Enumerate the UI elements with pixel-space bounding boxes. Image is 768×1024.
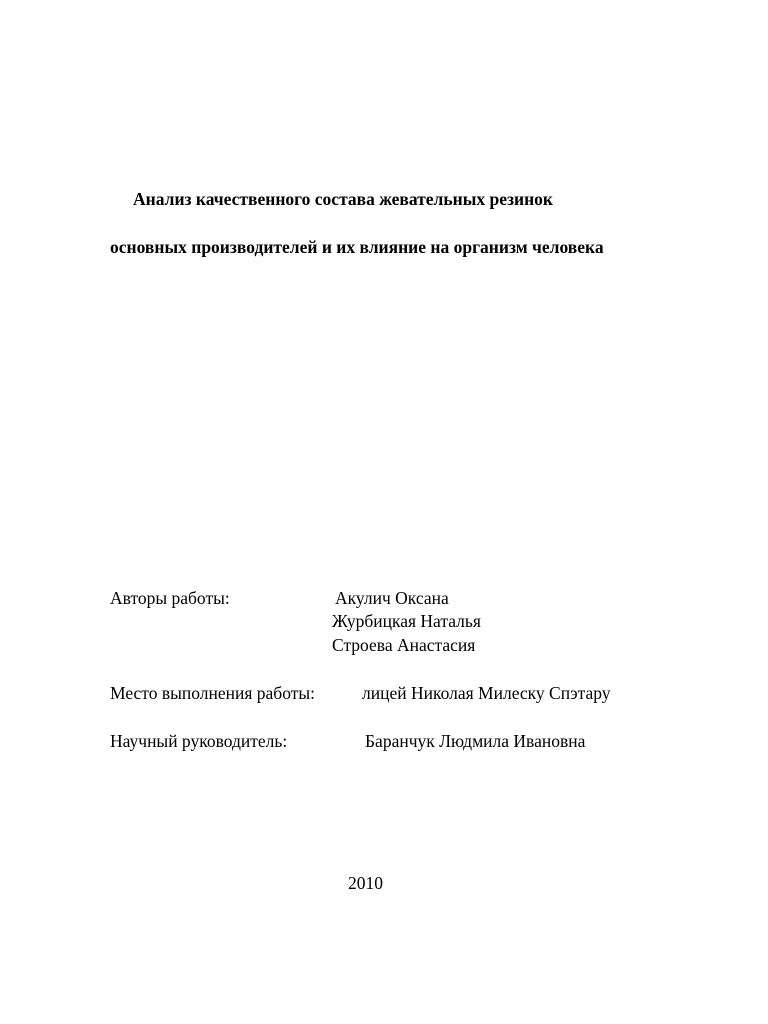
authors-label: Авторы работы: (110, 588, 230, 608)
supervisor-label: Научный руководитель: (110, 731, 288, 751)
title-line-2: основных производителей и их влияние на организм человека (110, 237, 604, 257)
place-value: лицей Николая Милеску Спэтару (362, 683, 611, 703)
year: 2010 (348, 873, 383, 893)
supervisor-value: Баранчук Людмила Ивановна (365, 731, 586, 751)
author-name: Строева Анастасия (332, 635, 476, 655)
place-label: Место выполнения работы: (110, 683, 315, 703)
author-name: Акулич Оксана (335, 588, 449, 608)
title-line-1: Анализ качественного состава жевательных резинок (133, 189, 554, 209)
author-name: Журбицкая Наталья (332, 611, 481, 631)
